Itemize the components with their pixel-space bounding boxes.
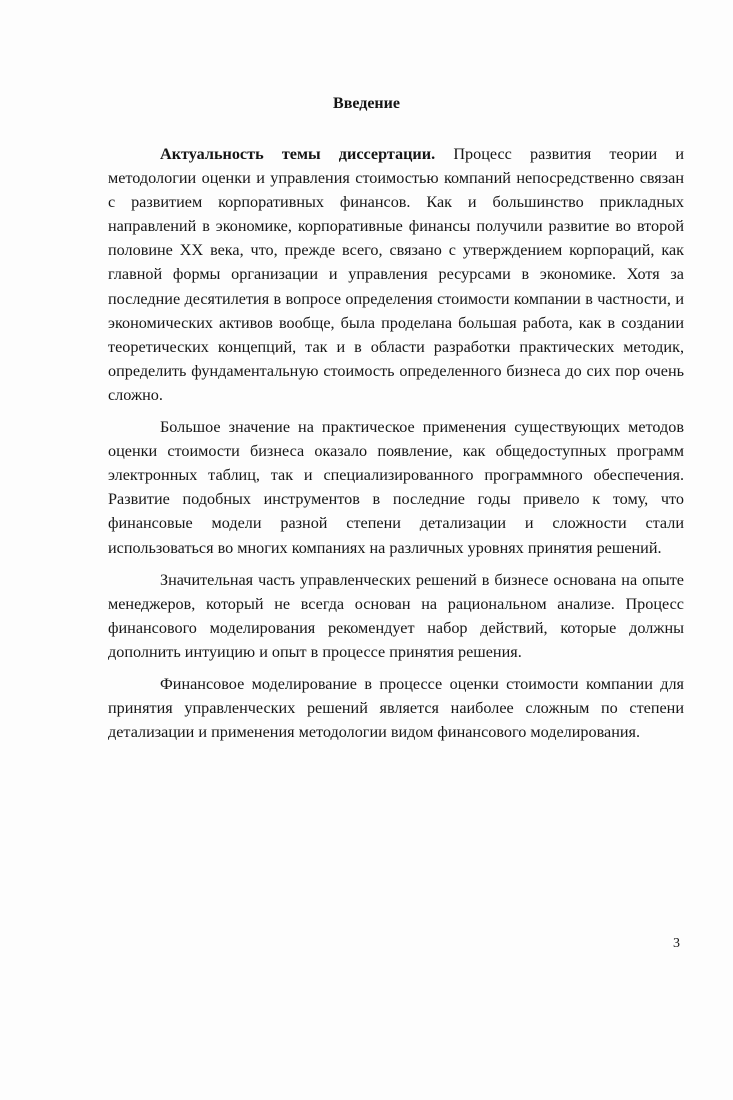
paragraph-relevance [108, 142, 684, 407]
page-number: 3 [673, 936, 680, 951]
paragraph-financial-modeling: Финансовое моделирование в процессе оценки стоимости компании для принятия управленческих решений является наиболее сложным по степени детализации и применения методологии видом финансового моделирования. [108, 674, 684, 742]
paragraph-software: Большое значение на практическое применения существующих методов оценки стоимости бизнеса оказало появление, как общедоступных программ электронных таблиц, так и специализированного программного обеспечения. Развитие подобных инструментов в последние годы привело к тому, что финансовые модели разной степени детализации и сложности стали использоваться во многих компаниях на различных уровнях принятия решений. [108, 418, 684, 557]
body-text [108, 142, 684, 752]
paragraph-lead: Актуальность темы диссертации. [160, 145, 436, 163]
section-heading: Введение [333, 95, 400, 112]
paragraph-management-decisions: Значительная часть управленческих решений в бизнесе основана на опыте менеджеров, который не всегда основан на рациональном анализе. Процесс финансового моделирования рекомендует набор действий, которые должны дополнить интуицию и опыт в процессе принятия решения. [108, 570, 684, 661]
paragraph-text: Процесс развития теории и методологии оценки и управления стоимостью компаний непосредственно связан с развитием корпоративных финансов. Как и большинство прикладных направлений в экономике, корпоративные финансы получили развитие во второй половине XX века, что, прежде всего, связано с утверждением корпораций, как главной формы организации и управления ресурсами в экономике. Хотя за последние десятилетия в вопросе определения стоимости компании в частности, и экономических активов вообще, была проделана большая работа, как в создании теоретических концепций, так и в области разработки практических методик, определить фундаментальную стоимость определенного бизнеса до сих пор очень сложно. [108, 145, 684, 404]
